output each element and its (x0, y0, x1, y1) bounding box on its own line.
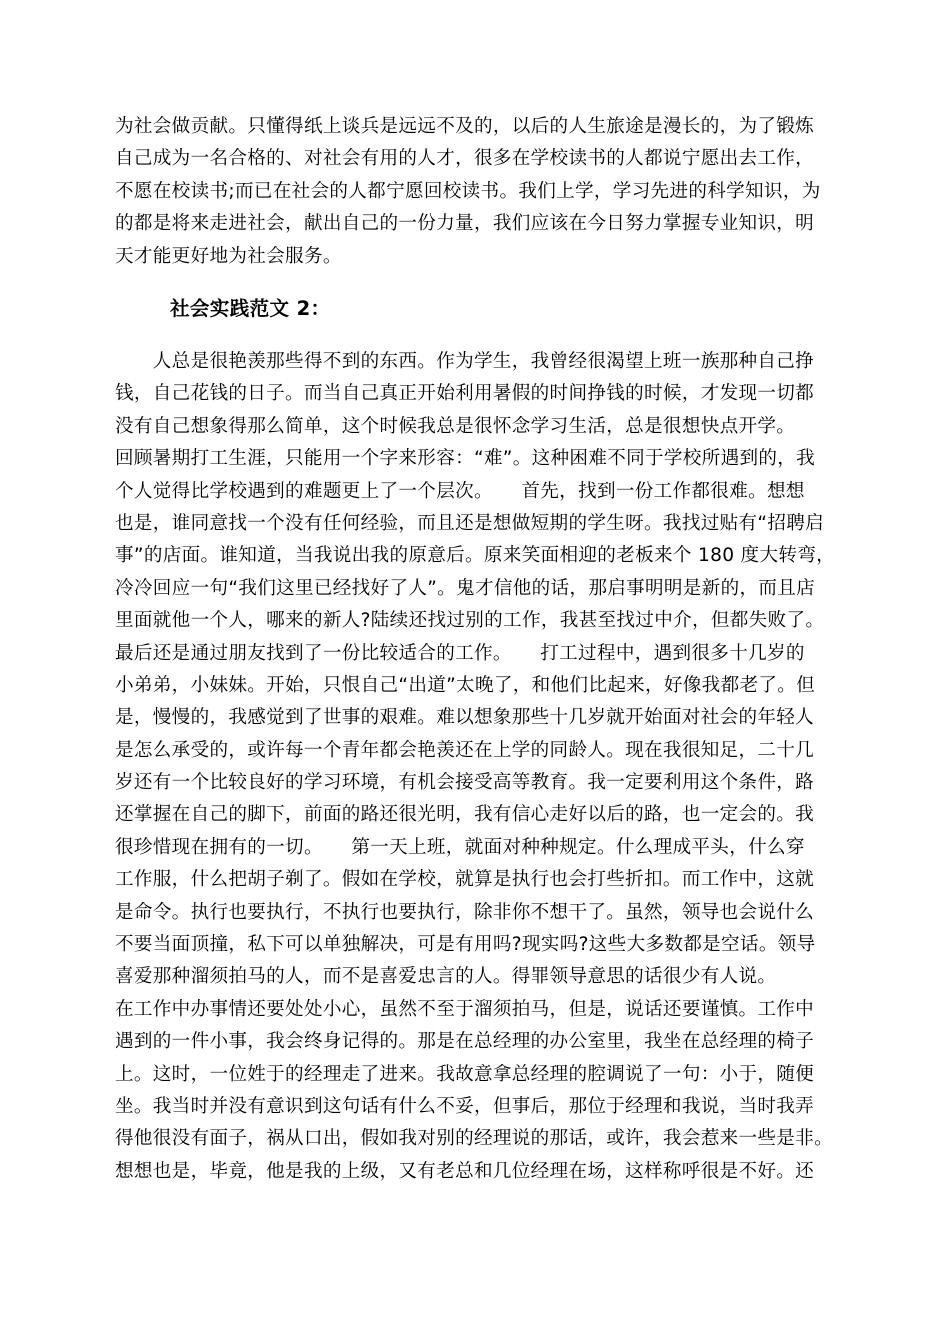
text-line: 还掌握在自己的脚下，前面的路还很光明，我有信心走好以后的路，也一定会的。我 (115, 804, 815, 826)
text-line: 是，慢慢的，我感觉到了世事的艰难。难以想象那些十几岁就开始面对社会的年轻人 (115, 707, 815, 729)
text-line: 里面就他一个人，哪来的新人?陆续还找过别的工作，我甚至找过中介，但都失败了。 (115, 610, 825, 632)
text-line: 没有自己想象得那么简单，这个时候我总是很怀念学习生活，总是很想快点开学。 (115, 415, 796, 437)
body-paragraph (115, 346, 840, 1188)
text-line: 冷冷回应一句“我们这里已经找好了人”。鬼才信他的话，那启事明明是新的，而且店 (115, 577, 816, 599)
text-line: 的都是将来走进社会，献出自己的一份力量，我们应该在今日努力掌握专业知识，明 (115, 213, 815, 235)
intro-paragraph (115, 111, 840, 273)
text-line: 天才能更好地为社会服务。 (115, 245, 342, 267)
text-line: 得他很没有面子，祸从口出，假如我对别的经理说的那话，或许，我会惹来一些是非。 (115, 1128, 833, 1150)
text-line: 为社会做贡献。只懂得纸上谈兵是远远不及的，以后的人生旅途是漫长的，为了锻炼 (115, 116, 815, 137)
text-line: 想想也是，毕竟，他是我的上级，又有老总和几位经理在场，这样称呼很是不好。还 (115, 1160, 815, 1182)
text-line: 人总是很艳羡那些得不到的东西。作为学生，我曾经很渴望上班一族那种自己挣 (115, 351, 815, 372)
text-line: 也是，谁同意找一个没有任何经验，而且还是想做短期的学生呀。我找过贴有“招聘启 (115, 512, 825, 534)
text-line: 小弟弟，小妹妹。开始，只恨自己“出道”太晚了，和他们比起来，好像我都老了。但 (115, 674, 816, 696)
text-line: 上。这时，一位姓于的经理走了进来。我故意拿总经理的腔调说了一句：小于，随便 (115, 1063, 815, 1085)
text-line: 个人觉得比学校遇到的难题更上了一个层次。 首先，找到一份工作都很难。想想 (115, 480, 805, 502)
text-line: 回顾暑期打工生涯，只能用一个字来形容：“难”。这种困难不同于学校所遇到的，我 (115, 448, 816, 470)
text-line: 最后还是通过朋友找到了一份比较适合的工作。 打工过程中，遇到很多十几岁的 (115, 642, 805, 664)
text-line: 事”的店面。谁知道，当我说出我的原意后。原来笑面相迎的老板来个 180 度大转弯， (115, 545, 836, 567)
text-line: 在工作中办事情还要处处小心，虽然不至于溜须拍马，但是，说话还要谨慎。工作中 (115, 998, 815, 1020)
text-line: 岁还有一个比较良好的学习环境，有机会接受高等教育。我一定要利用这个条件，路 (115, 772, 815, 794)
text-line: 是命令。执行也要执行，不执行也要执行，除非你不想干了。虽然，领导也会说什么 (115, 901, 815, 923)
text-line: 喜爱那种溜须拍马的人，而不是喜爱忠言的人。得罪领导意思的话很少有人说。 (115, 966, 777, 988)
text-line: 工作服，什么把胡子剃了。假如在学校，就算是执行也会打些折扣。而工作中，这就 (115, 869, 815, 891)
section-heading: 社会实践范文 2： (170, 297, 331, 320)
text-line: 钱，自己花钱的日子。而当自己真正开始利用暑假的时间挣钱的时候，才发现一切都 (115, 383, 815, 405)
text-line: 遇到的一件小事，我会终身记得的。那是在总经理的办公室里，我坐在总经理的椅子 (115, 1031, 815, 1053)
text-line: 自己成为一名合格的、对社会有用的人才，很多在学校读书的人都说宁愿出去工作， (115, 148, 815, 170)
text-line: 很珍惜现在拥有的一切。 第一天上班，就面对种种规定。什么理成平头，什么穿 (115, 836, 805, 858)
text-line: 是怎么承受的，或许每一个青年都会艳羡还在上学的同龄人。现在我很知足，二十几 (115, 739, 815, 761)
text-line: 坐。我当时并没有意识到这句话有什么不妥，但事后，那位于经理和我说，当时我弄 (115, 1095, 815, 1117)
text-line: 不要当面顶撞，私下可以单独解决，可是有用吗?现实吗?这些大多数都是空话。领导 (115, 934, 816, 956)
text-line: 不愿在校读书;而已在社会的人都宁愿回校读书。我们上学，学习先进的科学知识，为 (115, 180, 821, 202)
